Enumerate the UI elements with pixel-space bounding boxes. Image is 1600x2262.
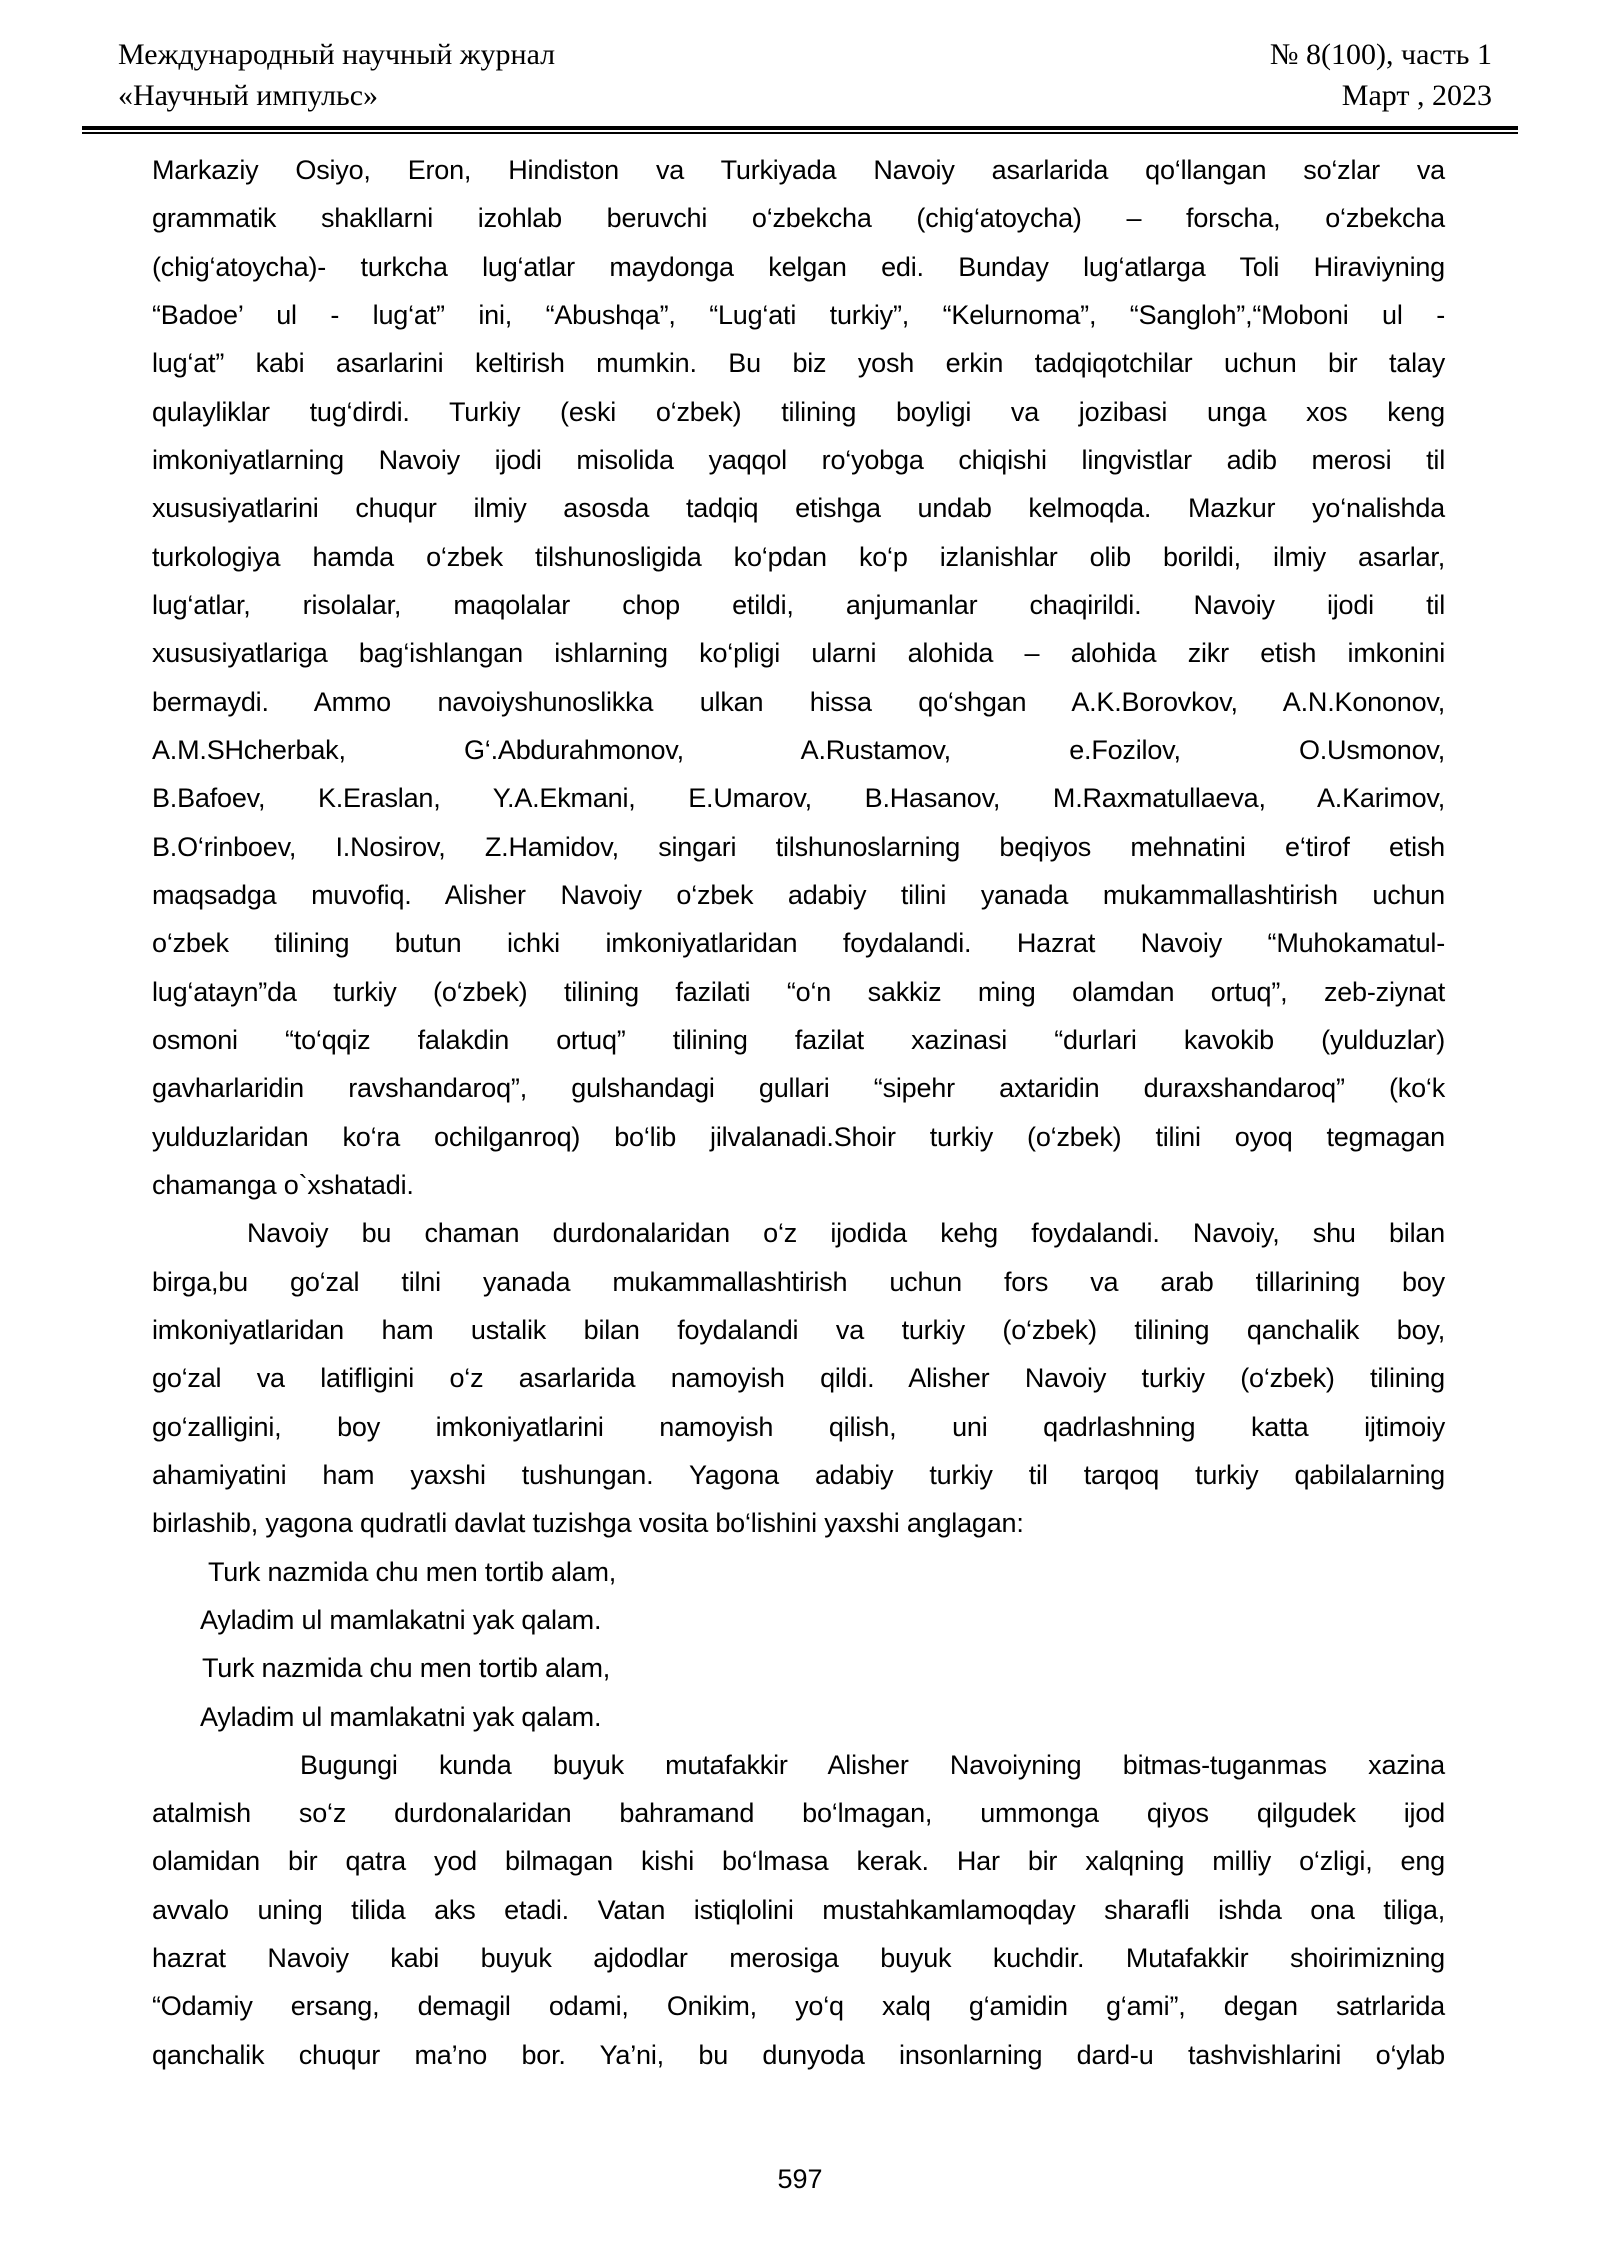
paragraph-line: Bugungi kunda buyuk mutafakkir Alisher Navoiyning bitmas-tuganmas xazina [300,1749,1445,1780]
verse-line: Ayladim ul mamlakatni yak qalam. [200,1701,602,1732]
journal-subtitle: «Научный импульс» [118,79,379,112]
paragraph-line: hazrat Navoiy kabi buyuk ajdodlar merosiga buyuk kuchdir. Mutafakkir shoirimizning [152,1943,1445,1974]
issue-info-block [1270,34,1492,116]
journal-title: Международный научный журнал [118,38,556,71]
paragraph-line: gavharlaridin ravshandaroq”, gulshandagi gullari “sipehr axtaridin duraxshandaroq” (ko‘k [152,1073,1445,1104]
paragraph-line: go‘zalligini, boy imkoniyatlarini namoyish qilish, uni qadrlashning katta ijtimoiy [152,1411,1445,1442]
paragraph-line: Navoiy bu chaman durdonalaridan o‘z ijodida kehg foydalandi. Navoiy, shu bilan [247,1218,1445,1249]
paragraph-line: B.O‘rinboev, I.Nosirov, Z.Hamidov, singari tilshunoslarning beqiyos mehnatini e‘tirof etish [152,831,1445,862]
paragraph-line: xususiyatlarini chuqur ilmiy asosda tadqiq etishga undab kelmoqda. Mazkur yo‘nalishda [152,493,1445,524]
paragraph-line: Markaziy Osiyo, Eron, Hindiston va Turkiyada Navoiy asarlarida qo‘llangan so‘zlar va [152,155,1445,185]
paragraph-line: chamanga o`xshatadi. [152,1169,414,1200]
page-body-text [152,146,1445,2079]
paragraph-line: lug‘at” kabi asarlarini keltirish mumkin. Bu biz yosh erkin tadqiqotchilar uchun bir talay [152,348,1445,379]
paragraph-line: birlashib, yagona qudratli davlat tuzishga vosita bo‘lishini yaxshi anglagan: [152,1508,1024,1539]
paragraph-line: lug‘atlar, risolalar, maqolalar chop etildi, anjumanlar chaqirildi. Navoiy ijodi til [152,589,1445,620]
verse-line: Turk nazmida chu men tortib alam, [202,1653,611,1684]
paragraph-line: olamidan bir qatra yod bilmagan kishi bo‘lmasa kerak. Har bir xalqning milliy o‘zligi, eng [152,1846,1445,1877]
paragraph-line: go‘zal va latifligini o‘z asarlarida namoyish qildi. Alisher Navoiy turkiy (o‘zbek) tilining [152,1363,1445,1394]
paragraph-line: o‘zbek tilining butun ichki imkoniyatlaridan foydalandi. Hazrat Navoiy “Muhokamatul- [152,928,1445,959]
paragraph-line: birga,bu go‘zal tilni yanada mukammallashtirish uchun fors va arab tillarining boy [152,1266,1445,1297]
paragraph-line: turkologiya hamda o‘zbek tilshunosligida ko‘pdan ko‘p izlanishlar olib borildi, ilmiy asarlar, [152,541,1445,572]
paragraph-line: qulayliklar tug‘dirdi. Turkiy (eski o‘zbek) tilining boyligi va jozibasi unga xos keng [152,396,1445,427]
paragraph-line: atalmish so‘z durdonalaridan bahramand bo‘lmagan, ummonga qiyos qilgudek ijod [152,1798,1445,1829]
paragraph-line: yulduzlaridan ko‘ra ochilganroq) bo‘lib jilvalanadi.Shoir turkiy (o‘zbek) tilini oyoq tegmagan [152,1121,1445,1152]
paragraph-line: imkoniyatlarning Navoiy ijodi misolida yaqqol ro‘yobga chiqishi lingvistlar adib merosi til [152,444,1445,475]
paragraph-line: lug‘atayn”da turkiy (o‘zbek) tilining fazilati “o‘n sakkiz ming olamdan ortuq”, zeb-ziynat [152,976,1445,1007]
paragraph-line: bermaydi. Ammo navoiyshunoslikka ulkan hissa qo‘shgan A.K.Borovkov, A.N.Kononov, [152,686,1445,717]
issue-number: № 8(100), часть 1 [1269,38,1492,71]
page-number: 597 [777,2164,823,2194]
paragraph-line: xususiyatlariga bag‘ishlangan ishlarning ko‘pligi ularni alohida – alohida zikr etish imkonini [152,638,1445,669]
paragraph-line: ahamiyatini ham yaxshi tushungan. Yagona adabiy turkiy til tarqoq turkiy qabilalarning [152,1459,1445,1490]
paragraph-line: avvalo uning tilida aks etadi. Vatan istiqlolini mustahkamlamoqday sharafli ishda ona tiliga, [152,1894,1445,1925]
paragraph-line: qanchalik chuqur ma’no bor. Ya’ni, bu dunyoda insonlarning dard-u tashvishlarini o‘ylab [152,2039,1445,2070]
page-footer [0,2163,1600,2195]
paragraph-line: “Badoe’ ul - lug‘at” ini, “Abushqa”, “Lug‘ati turkiy”, “Kelurnoma”, “Sangloh”,“Moboni ul - [152,299,1445,330]
page-header [118,34,1492,116]
paragraph-line: osmoni “to‘qqiz falakdin ortuq” tilining fazilat xazinasi “durlari kavokib (yulduzlar) [152,1024,1445,1055]
verse-line: Ayladim ul mamlakatni yak qalam. [200,1604,602,1635]
verse-line: Turk nazmida chu men tortib alam, [208,1556,617,1587]
paragraph-line: grammatik shakllarni izohlab beruvchi o‘zbekcha (chig‘atoycha) – forscha, o‘zbekcha [152,203,1445,234]
paragraph-line: “Odamiy ersang, demagil odami, Onikim, yo‘q xalq g‘amidin g‘ami”, degan satrlarida [152,1991,1445,2022]
paragraph-line: A.M.SHcherbak, G‘.Abdurahmonov, A.Rustamov, e.Fozilov, O.Usmonov, [152,734,1445,765]
issue-date: Март , 2023 [1341,79,1492,112]
header-divider [82,126,1518,134]
paragraph-line: imkoniyatlaridan ham ustalik bilan foydalandi va turkiy (o‘zbek) tilining qanchalik boy, [152,1314,1445,1345]
paragraph-line: maqsadga muvofiq. Alisher Navoiy o‘zbek adabiy tilini yanada mukammallashtirish uchun [152,879,1445,910]
paragraph-line: B.Bafoev, K.Eraslan, Y.A.Ekmani, E.Umarov, B.Hasanov, M.Raxmatullaeva, A.Karimov, [152,783,1445,814]
journal-title-block [118,34,555,116]
paragraph-line: (chig‘atoycha)- turkcha lug‘atlar maydonga kelgan edi. Bunday lug‘atlarga Toli Hiraviyning [152,251,1445,282]
